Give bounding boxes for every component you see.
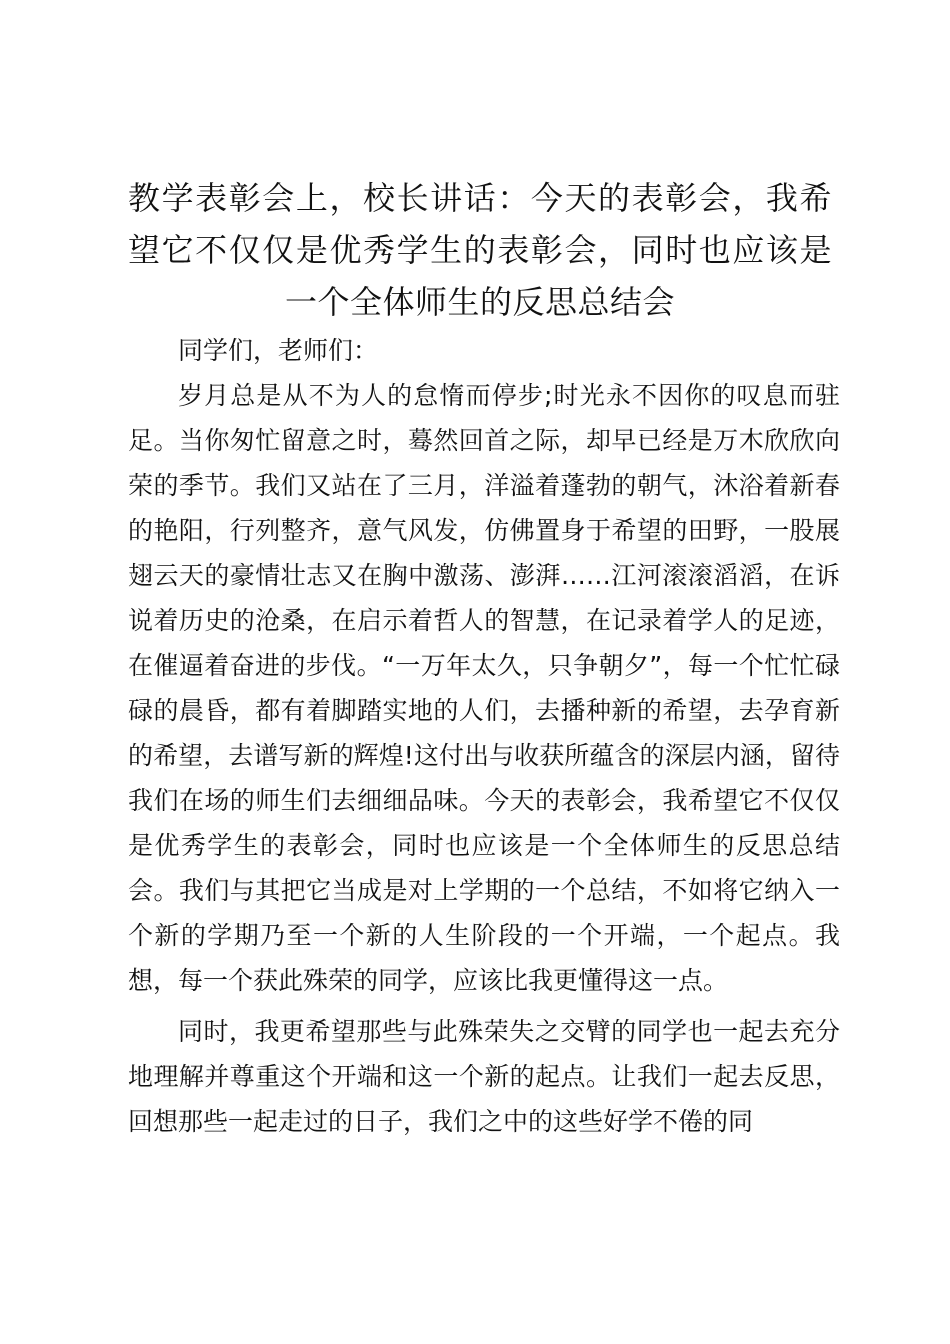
salutation-paragraph: 同学们，老师们：: [178, 336, 379, 365]
document-title: 教学表彰会上，校长讲话：今天的表彰会，我希望它不仅仅是优秀学生的表彰会，同时也应该是一个全体师生的反思总结会: [128, 179, 832, 321]
body-paragraph: 岁月总是从不为人的怠惰而停步;时光永不因你的叹息而驻足。当你匆忙留意之时，蓦然回首之际，却早已经是万木欣欣向荣的季节。我们又站在了三月，洋溢着蓬勃的朝气，沐浴着新春的艳阳，行列整齐，意气风发，仿佛置身于希望的田野，一股展翅云天的豪情壮志又在胸中激荡、澎湃……江河滚滚滔滔，在诉说着历史的沧桑，在启示着哲人的智慧，在记录着学人的足迹，在催逼着奋进的步伐。“一万年太久，只争朝夕”，每一个忙忙碌碌的晨昏，都有着脚踏实地的人们，去播种新的希望，去孕育新的希望，去谱写新的辉煌!这付出与收获所蕴含的深层内涵，留待我们在场的师生们去细细品味。今天的表彰会，我希望它不仅仅是优秀学生的表彰会，同时也应该是一个全体师生的反思总结会。我们与其把它当成是对上学期的一个总结，不如将它纳入一个新的学期乃至一个新的人生阶段的一个开端，一个起点。我想，每一个获此殊荣的同学，应该比我更懂得这一点。: [128, 381, 840, 995]
body-paragraph: 同时，我更希望那些与此殊荣失之交臂的同学也一起去充分地理解并尊重这个开端和这一个新的起点。让我们一起去反思，回想那些一起走过的日子，我们之中的这些好学不倦的同: [128, 1017, 840, 1136]
document-body: [128, 328, 840, 1144]
